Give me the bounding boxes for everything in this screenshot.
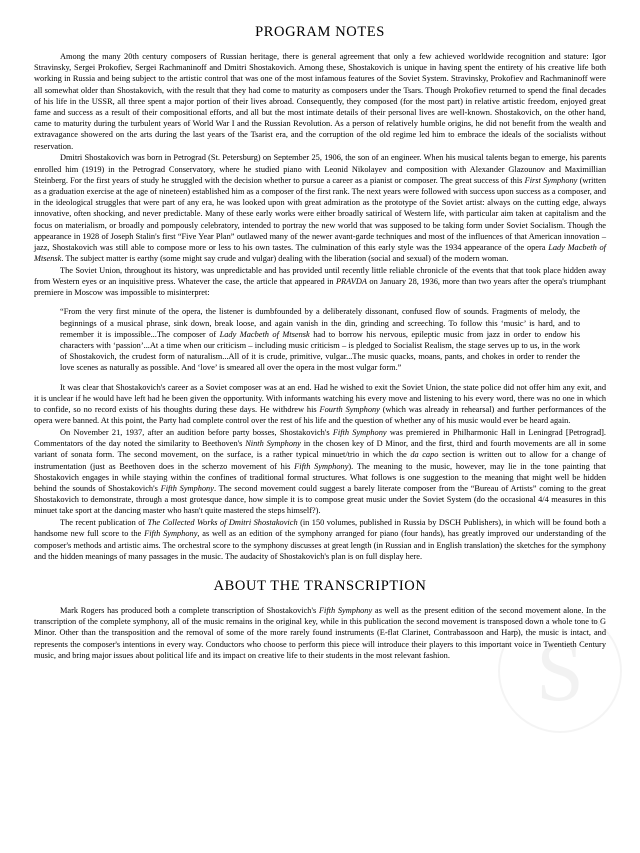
paragraph-3: The Soviet Union, throughout its history, was unpredictable and has provided until recently little reliable chronicle of the events that that took place hidden away from Western eyes or an inquisitive press. Whatever the case, the article that appeared in PRAVDA on January 28, 1936, more than two years after the opera's triumphant premiere in Moscow was impossible to misinterpret: xyxy=(34,265,606,298)
transcription-paragraph-1: Mark Rogers has produced both a complete transcription of Shostakovich's Fifth Symphony as well as the present edition of the second movement alone. In the transcription of the complete symphony, all of the music remains in the original key, while in this publication the second movement is transposed down a whole tone to G Minor. Other than the transposition and the removal of some of the more rarely found instruments (E-flat Clarinet, Contrabassoon and Harp), the music is intact, and represents the composer's intentions in every way. Conductors who choose to perform this piece will introduce their players to this important voice in Twentieth Century music, and bring major issues about political life and its impact on creative life to their students in the most relevant fashion. xyxy=(34,605,606,660)
paragraph-2: Dmitri Shostakovich was born in Petrograd (St. Petersburg) on September 25, 1906, the son of an engineer. When his musical talents began to emerge, his parents enrolled him (1919) in the Petrograd Conservatory, where he studied piano with Leonid Nikolayev and composition with Alexander Glazounov and Maximillian Steinberg. For the first years of study he struggled with the decision whether to pursue a career as a pianist or composer. The great success of this First Symphony (written as a graduation exercise at the age of nineteen) established him as a composer of the first rank. The next years were followed with success upon success as a composer, and in the ideological struggles that were part of any era, he was looked upon with great admiration as the prototype of the Soviet artist: always on the cutting edge, always innovative, often shocking, and never predictable. Many of these early works were either broadly satirical of Western life, with particular aim taken at capitalism and the focus on materialism, or broadly and pompously celebratory, intended to portray the new world that was supposed to be taking form under Soviet Socialism. Though the appearance in 1928 of Joseph Stalin's first “Five Year Plan” outlawed many of the newer avant-garde techniques and most of the influences of that American innovation – jazz, Shostakovich was still able to compose more or less to his own tastes. The culmination of this early style was the 1934 appearance of the opera Lady Macbeth of Mtsensk. The subject matter is earthy (some might say crude and vulgar) dealing with the liberation (social and sexual) of the modern woman. xyxy=(34,153,607,264)
quote-text: “From the very first minute of the opera, the listener is dumbfounded by a deliberately dissonant, confused flow of sounds. Fragments of melody, the beginnings of a musical phrase, sink down, break loose, and again vanish in the din, grinding and screeching. To follow this ‘music’ is hard, and to remember it is impossible...The composer of Lady Macbeth of Mtsensk had to borrow his nervous, epileptic music from jazz in order to endow his characters with ‘passion’...At a time when our criticism – including music criticism – is pledged to Socialist Realism, the stage serves up to us, in the work of Shostakovich, the crudest form of naturalism...All of it is crude, primitive, vulgar...The music quacks, moans, pants, and chokes in order to render the love scenes as naturally as possible. And ‘love’ is smeared all over the opera in the most vulgar form.” xyxy=(60,307,581,373)
page-title: PROGRAM NOTES xyxy=(255,24,385,40)
paragraph-6: The recent publication of The Collected Works of Dmitri Shostakovich (in 150 volumes, published in Russia by DSCH Publishers), in which will be found both a handsome new full score to the Fifth Symphony, as well as an edition of the symphony arranged for piano (four hands), has greatly improved our understanding of the composer's methods and artistic aims. The orchestral score to the symphony discusses at great length (in Russian and in English translation) the sketches for the symphony and the hidden meanings of many passages in the music. The audacity of Shostakovich's plan is on full display here. xyxy=(34,518,607,561)
section-title-transcription: ABOUT THE TRANSCRIPTION xyxy=(213,577,427,594)
paragraph-4: It was clear that Shostakovich's career as a Soviet composer was at an end. Had he wished to exit the Soviet Union, the state police did not offer him any exit, and it is unclear if he would have left had he been given the opportunity. With informants watching his every move and listening to his every word, there was no one in which to confide, so no record exists of his thoughts during these days. He withdrew his Fourth Symphony (which was already in rehearsal) and further performances of the opera were banned. At this point, the Party had complete control over the rest of his life and the question of whether any of his music would ever be heard again. xyxy=(34,382,606,426)
paragraph-1: Among the many 20th century composers of Russian heritage, there is general agreement that only a few achieved worldwide recognition and stature: Igor Stravinsky, Sergei Prokofiev, Sergei Rachmaninoff and Dmitri Shostakovich. Among these, Shostakovich is unique in having spent the entirety of his creative life both working in Russia and being subject to the artistic control that was one of the most infamous features of the Soviet System. Stravinsky, Prokofiev and Rachmaninoff were all somewhat older than Shostakovich, with the result that they had come to maturity as composers under the Tsars. Though Prokofiev returned to spend the final decades of his life in the USSR, all three spent a major portion of their lives abroad. Consequently, they composed (for the most part) in relative artistic freedom, enjoyed great fame and success as a result of their compositional efforts, and all but the most intimate details of their personal lives are well-known. Shostakovich, on the other hand, came to maturity during the turbulent years of World War I and the Russian Revolution. As a person of relatively humble origins, he did not benefit from the wealth and extravagance showered on the arts during the last years of the Tsarist era, and the corruption of the old regime led him to embrace the ideals of the socialists without reservation. xyxy=(34,52,606,151)
watermark-logo: S xyxy=(498,609,622,733)
pravda-quote xyxy=(34,306,606,373)
paragraph-5: On November 21, 1937, after an audition before party bosses, Shostakovich's Fifth Symphony was premiered in Philharmonic Hall in Leningrad [Petrograd]. Commentators of the day noted the similarity to Beethoven's Ninth Symphony in the chosen key of D Minor, and the first, third and fourth movements are all in some variant of sonata form. The second movement, on the surface, is a rather typical minuet/trio in which the da capo section is written out to allow for a change of instrumentation (just as Beethoven does in the scherzo movement of his Fifth Symphony). The meaning to the music, however, may lie in the tone painting that Shostakovich engages in while staying within the confines of traditional formal structures. What follows is one suggestion to the meaning that might well be hidden behind the sounds of Shostakovich's Fifth Symphony. The second movement could suggest a barely literate composer from the “Bureau of Artists” coming to the great Shostakovich to demonstrate, through a most grotesque dance, how simple it is to compose great music under the Soviet System (do the occasional 4/4 measures in this minuet take sport at the dancing master who hasn't quite mastered the steps himself?). xyxy=(34,428,607,516)
